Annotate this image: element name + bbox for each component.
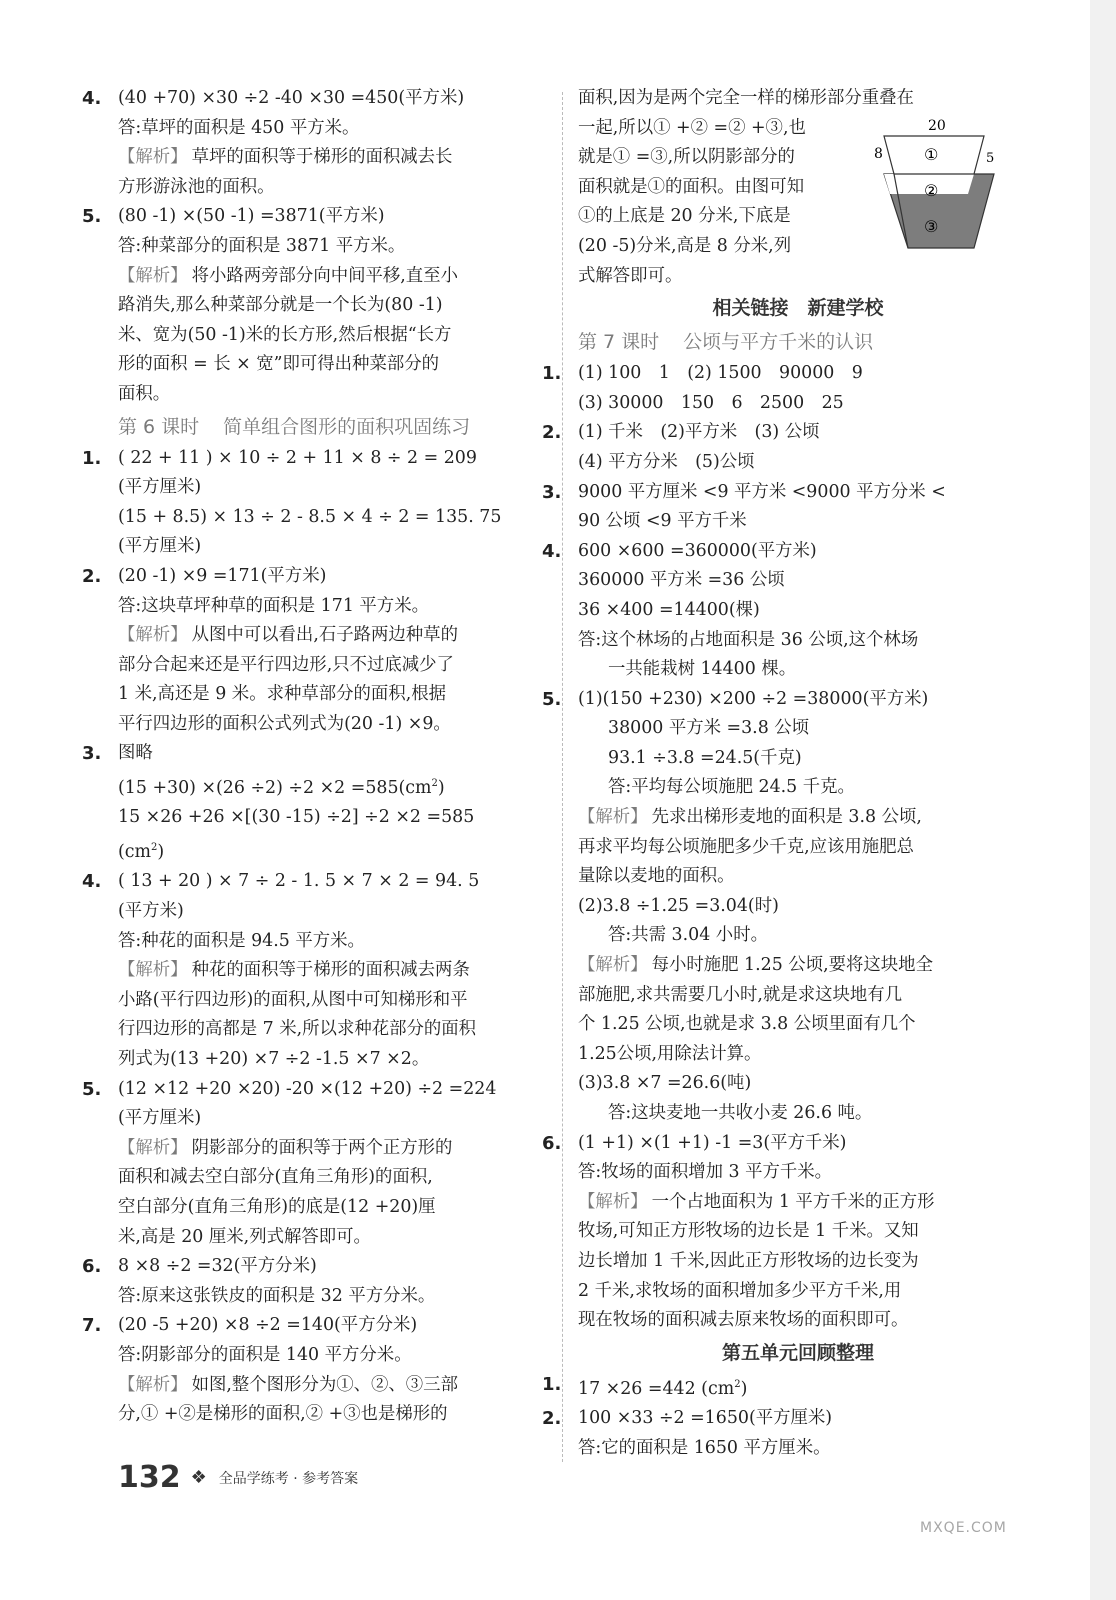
answer-line [82, 739, 548, 769]
lesson-7-number: 第 7 课时 [578, 331, 660, 354]
answer-line [118, 532, 548, 562]
answer-line [578, 232, 868, 262]
answer-line [118, 1134, 548, 1164]
line-text: (3) 30000 150 6 2500 25 [578, 392, 844, 413]
page-number: 132 [118, 1460, 181, 1495]
line-text: 100 ×33 ÷2 =1650(平方厘米) [578, 1408, 833, 1429]
question-number: 1. [542, 363, 562, 385]
line-text: 答:原来这张铁皮的面积是 32 平方分米。 [118, 1285, 436, 1306]
section-heading-unit5-review: 第五单元回顾整理 [721, 1341, 874, 1364]
line-text: 9000 平方厘米 <9 平方米 <9000 平方分米 < [578, 481, 946, 502]
line-text: 米,高是 20 厘米,列式解答即可。 [118, 1226, 371, 1247]
line-text: (20 -1) ×9 =171(平方米) [118, 565, 327, 586]
line-text: 面积,因为是两个完全一样的梯形部分重叠在 [578, 88, 914, 108]
answer-line [118, 1400, 548, 1430]
figure-label-left: 8 [874, 146, 883, 162]
answer-line [578, 84, 1018, 114]
line-text: 再求平均每公顷施肥多少千克,应该用施肥总 [578, 836, 914, 857]
line-text: 38000 平方米 =3.8 公顷 [608, 718, 810, 739]
answer-line [118, 621, 548, 651]
footer-text: 全品学练考 · 参考答案 [218, 1470, 359, 1487]
question-number: 6. [542, 1132, 562, 1154]
answer-line [578, 173, 868, 203]
right-mid-block [542, 359, 1018, 1336]
line-text: 8 ×8 ÷2 =32(平方分米) [118, 1256, 317, 1277]
line-text: 答:这块草坪种草的面积是 171 平方米。 [118, 595, 429, 616]
figure-label-top: 20 [928, 118, 946, 134]
answer-line [118, 262, 548, 292]
line-text: (4) 平方分米 (5)公顷 [578, 451, 755, 472]
line-text: 答:这个林场的占地面积是 36 公顷,这个林场 [578, 629, 919, 650]
analysis-tag: 【解析】 [118, 147, 188, 168]
answer-line [578, 507, 1018, 537]
figure-label-right: 5 [986, 151, 995, 166]
line-text: 面积。 [118, 383, 171, 404]
line-text: 面积就是①的面积。由图可知 [578, 176, 805, 197]
line-text: (cm [118, 841, 152, 862]
answer-line [578, 744, 1018, 774]
line-text: (3)3.8 ×7 =26.6(吨) [578, 1073, 752, 1094]
line-text: (80 -1) ×(50 -1) =3871(平方米) [118, 206, 385, 227]
answer-line [578, 202, 868, 232]
answer-line [118, 1104, 548, 1134]
answer-line [578, 714, 1018, 744]
answer-line [578, 1069, 1018, 1099]
line-text: 一共能栽树 14400 棵。 [608, 659, 797, 680]
answer-line [118, 114, 548, 144]
answer-line [118, 927, 548, 957]
answer-line [82, 1252, 548, 1282]
answer-line [578, 1099, 1018, 1129]
answer-line [118, 350, 548, 380]
line-text: (平方米) [118, 901, 184, 922]
question-number: 2. [542, 1408, 562, 1430]
line-text: 部分合起来还是平行四边形,只不过底减少了 [118, 654, 454, 675]
answer-line [578, 951, 1018, 981]
analysis-tag: 【解析】 [118, 265, 188, 286]
answer-line [542, 418, 1018, 448]
answer-line [118, 1045, 548, 1075]
answer-line [82, 444, 548, 474]
answer-line [118, 1341, 548, 1371]
line-text: 列式为(13 +20) ×7 ÷2 -1.5 ×7 ×2。 [118, 1049, 430, 1069]
line-text: 牧场,可知正方形牧场的边长是 1 千米。又知 [578, 1221, 919, 1242]
line-text: (15 + 8.5) × 13 ÷ 2 - 8.5 × 4 ÷ 2 = 135. 75 [118, 506, 502, 527]
line-text: (15 +30) ×(26 ÷2) ÷2 ×2 =585(cm [118, 777, 432, 798]
line-text: 量除以麦地的面积。 [578, 866, 735, 887]
line-text: 1.25公顷,用除法计算。 [578, 1043, 762, 1064]
line-text: 种花的面积等于梯形的面积减去两条 [191, 960, 470, 981]
answer-line [578, 1277, 1018, 1307]
answer-line [118, 291, 548, 321]
question-number: 7. [82, 1315, 102, 1337]
line-text: 平行四边形的面积公式列式为(20 -1) ×9。 [118, 713, 451, 734]
line-text: 90 公顷 <9 平方千米 [578, 511, 747, 532]
line-text: 一个占地面积为 1 平方千米的正方形 [651, 1191, 935, 1212]
answer-line [578, 655, 1018, 685]
line-text: (2)3.8 ÷1.25 =3.04(时) [578, 895, 779, 916]
answer-line [578, 1010, 1018, 1040]
question-number: 5. [542, 688, 562, 710]
answer-line [578, 566, 1018, 596]
answer-line [578, 921, 1018, 951]
analysis-tag: 【解析】 [578, 1191, 648, 1212]
answer-line [82, 84, 548, 114]
line-text: 17 ×26 =442 (cm [578, 1378, 735, 1399]
answer-line [578, 1434, 1018, 1464]
line-text: 答:草坪的面积是 450 平方米。 [118, 117, 360, 138]
page-footer [118, 1460, 358, 1495]
answer-line [542, 1370, 1018, 1404]
answer-line [578, 833, 1018, 863]
line-text: (20 -5 +20) ×8 ÷2 =140(平方分米) [118, 1315, 418, 1336]
question-number: 3. [542, 481, 562, 503]
answer-line [578, 773, 1018, 803]
question-number: 5. [82, 206, 102, 228]
line-text: 就是① =③,所以阴影部分的 [578, 147, 795, 168]
answer-line [82, 1311, 548, 1341]
answer-line [578, 1247, 1018, 1277]
left-column [82, 84, 548, 1430]
line-text: 一起,所以① +② =② +③,也 [578, 117, 806, 138]
answer-line [118, 769, 548, 803]
region-label-3: ③ [924, 217, 939, 236]
question-number: 4. [82, 871, 102, 893]
line-text: 路消失,那么种菜部分就是一个长为(80 -1) [118, 295, 443, 316]
line-text: 答:共需 3.04 小时。 [608, 925, 768, 946]
answer-line [118, 1163, 548, 1193]
line-text-tail: ) [740, 1378, 748, 1399]
question-number: 1. [82, 447, 102, 469]
line-text: 图略 [118, 743, 153, 764]
answer-line [118, 321, 548, 351]
line-text: 2 千米,求牧场的面积增加多少平方千米,用 [578, 1280, 902, 1301]
answer-line [118, 232, 548, 262]
answer-line [118, 173, 548, 203]
line-text: ( 13 + 20 ) × 7 ÷ 2 - 1. 5 × 7 × 2 = 94. 5 [118, 871, 480, 892]
line-text: 草坪的面积等于梯形的面积减去长 [191, 147, 453, 168]
line-text: 分,① +②是梯形的面积,② +③也是梯形的 [118, 1404, 448, 1425]
line-text: 先求出梯形麦地的面积是 3.8 公顷, [651, 807, 922, 828]
answer-line [578, 862, 1018, 892]
answer-line [118, 503, 548, 533]
superscript: 2 [151, 842, 158, 854]
question-number: 5. [82, 1078, 102, 1100]
answer-line [578, 448, 1018, 478]
answer-line [578, 892, 1018, 922]
line-text: 答:平均每公顷施肥 24.5 千克。 [608, 777, 855, 798]
answer-line [542, 685, 1018, 715]
answer-line [118, 380, 548, 410]
region-label-1: ① [924, 145, 939, 164]
diamond-icon: ❖ [190, 1467, 207, 1488]
line-text: 现在牧场的面积减去原来牧场的面积即可。 [578, 1310, 909, 1331]
answer-line [82, 867, 548, 897]
question-number: 4. [542, 540, 562, 562]
answer-line [578, 803, 1018, 833]
analysis-tag: 【解析】 [578, 955, 648, 976]
superscript: 2 [734, 1378, 741, 1390]
line-text: 答:种花的面积是 94.5 平方米。 [118, 930, 365, 951]
lesson-7-title: 公顷与平方千米的认识 [683, 331, 874, 354]
answer-line [118, 1015, 548, 1045]
answer-line [118, 986, 548, 1016]
answer-line [118, 1193, 548, 1223]
question-number: 1. [542, 1373, 562, 1395]
line-text: 将小路两旁部分向中间平移,直至小 [191, 265, 458, 286]
answer-line [118, 897, 548, 927]
answer-line [578, 114, 868, 144]
answer-line [118, 1223, 548, 1253]
answer-line [118, 473, 548, 503]
answer-line [542, 1129, 1018, 1159]
answer-line [578, 981, 1018, 1011]
line-text-tail: ) [437, 777, 445, 798]
answer-line [82, 202, 548, 232]
answer-line [578, 1158, 1018, 1188]
question-number: 3. [82, 743, 102, 765]
line-text: 答:这块麦地一共收小麦 26.6 吨。 [608, 1103, 873, 1123]
line-text: 空白部分(直角三角形)的底是(12 +20)厘 [118, 1196, 436, 1217]
answer-line [578, 262, 868, 292]
line-text: 米、宽为(50 -1)米的长方形,然后根据“长方 [118, 324, 452, 345]
answer-line [578, 626, 1018, 656]
line-text: 答:它的面积是 1650 平方厘米。 [578, 1437, 831, 1458]
superscript: 2 [431, 778, 438, 790]
question-number: 2. [82, 565, 102, 587]
question-number: 2. [542, 422, 562, 444]
answer-line [118, 833, 548, 867]
answer-line [578, 143, 868, 173]
column-divider [562, 92, 563, 1462]
line-text: 边长增加 1 千米,因此正方形牧场的边长变为 [578, 1250, 919, 1271]
answer-line [578, 596, 1018, 626]
answer-line [82, 1075, 548, 1105]
answer-line [542, 478, 1018, 508]
line-text: (1)(150 +230) ×200 ÷2 =38000(平方米) [578, 688, 929, 709]
trapezoid-figure [876, 116, 996, 254]
analysis-tag: 【解析】 [118, 1137, 188, 1158]
question-number: 4. [82, 88, 102, 109]
analysis-tag: 【解析】 [118, 625, 188, 646]
answer-line [578, 389, 1018, 419]
line-text: 部施肥,求共需要几小时,就是求这块地有几 [578, 984, 903, 1005]
answer-line [578, 1040, 1018, 1070]
answer-line [118, 710, 548, 740]
line-text: 阴影部分的面积等于两个正方形的 [191, 1137, 453, 1158]
answer-line [578, 1188, 1018, 1218]
line-text: ( 22 + 11 ) × 10 ÷ 2 + 11 × 8 ÷ 2 = 209 [118, 447, 477, 468]
line-text: 360000 平方米 =36 公顷 [578, 570, 785, 591]
line-text: 答:阴影部分的面积是 140 平方分米。 [118, 1344, 412, 1365]
answer-line [578, 1217, 1018, 1247]
analysis-tag: 【解析】 [118, 1374, 188, 1395]
question-number: 6. [82, 1256, 102, 1278]
line-text: 答:种菜部分的面积是 3871 平方米。 [118, 235, 406, 256]
answer-line [542, 1404, 1018, 1434]
answer-line [578, 1306, 1018, 1336]
line-text: 每小时施肥 1.25 公顷,要将这块地全 [651, 955, 933, 976]
right-column [542, 84, 1018, 1463]
watermark-text: MXQE.COM [920, 1520, 1007, 1536]
line-text: (20 -5)分米,高是 8 分米,列 [578, 235, 792, 256]
line-text: 形的面积 = 长 × 宽”即可得出种菜部分的 [118, 354, 440, 375]
answer-line [118, 956, 548, 986]
answer-line [542, 359, 1018, 389]
lesson-7-heading [578, 325, 1018, 359]
page-edge-strip [1090, 0, 1116, 1600]
answer-line [118, 1371, 548, 1401]
lesson-heading [118, 410, 548, 444]
line-text: 答:牧场的面积增加 3 平方千米。 [578, 1162, 833, 1183]
region-label-2: ② [924, 181, 939, 200]
line-text: 如图,整个图形分为①、②、③三部 [191, 1374, 458, 1395]
line-text: 从图中可以看出,石子路两边种草的 [191, 625, 458, 646]
right-bottom-block [542, 1370, 1018, 1464]
line-text: (1) 100 1 (2) 1500 90000 9 [578, 363, 863, 384]
line-text: (平方厘米) [118, 536, 202, 557]
lesson-title: 简单组合图形的面积巩固练习 [223, 415, 471, 438]
line-text: (1) 千米 (2)平方米 (3) 公顷 [578, 422, 820, 443]
answer-line [118, 143, 548, 173]
analysis-tag: 【解析】 [118, 960, 188, 981]
section-heading-related-link: 相关链接 新建学校 [712, 297, 884, 320]
line-text: (12 ×12 +20 ×20) -20 ×(12 +20) ÷2 =224 [118, 1078, 497, 1099]
line-text: 600 ×600 =360000(平方米) [578, 540, 817, 561]
line-text: 方形游泳池的面积。 [118, 176, 275, 197]
answer-line [118, 680, 548, 710]
line-text: 行四边形的高都是 7 米,所以求种花部分的面积 [118, 1019, 477, 1040]
line-text: (平方厘米) [118, 1108, 202, 1129]
analysis-tag: 【解析】 [578, 807, 648, 828]
line-text: 1 米,高还是 9 米。求种草部分的面积,根据 [118, 684, 447, 705]
line-text: (平方厘米) [118, 477, 202, 498]
line-text: ①的上底是 20 分米,下底是 [578, 206, 791, 227]
line-text-tail: ) [157, 841, 165, 862]
line-text: 面积和减去空白部分(直角三角形)的面积, [118, 1167, 433, 1188]
line-text: 小路(平行四边形)的面积,从图中可知梯形和平 [118, 989, 468, 1010]
answer-line [118, 592, 548, 622]
answer-line [82, 562, 548, 592]
answer-line [118, 651, 548, 681]
answer-line [542, 537, 1018, 567]
answer-line [118, 1282, 548, 1312]
lesson-number: 第 6 课时 [118, 415, 200, 438]
line-text: 15 ×26 +26 ×[(30 -15) ÷2] ÷2 ×2 =585 [118, 807, 475, 828]
line-text: 36 ×400 =14400(棵) [578, 599, 760, 620]
line-text: (1 +1) ×(1 +1) -1 =3(平方千米) [578, 1132, 847, 1153]
line-text: 个 1.25 公顷,也就是求 3.8 公顷里面有几个 [578, 1014, 916, 1035]
line-text: 式解答即可。 [578, 265, 683, 286]
line-text: (40 +70) ×30 ÷2 -40 ×30 =450(平方米) [118, 88, 465, 108]
line-text: 93.1 ÷3.8 =24.5(千克) [608, 747, 802, 768]
answer-line [118, 803, 548, 833]
